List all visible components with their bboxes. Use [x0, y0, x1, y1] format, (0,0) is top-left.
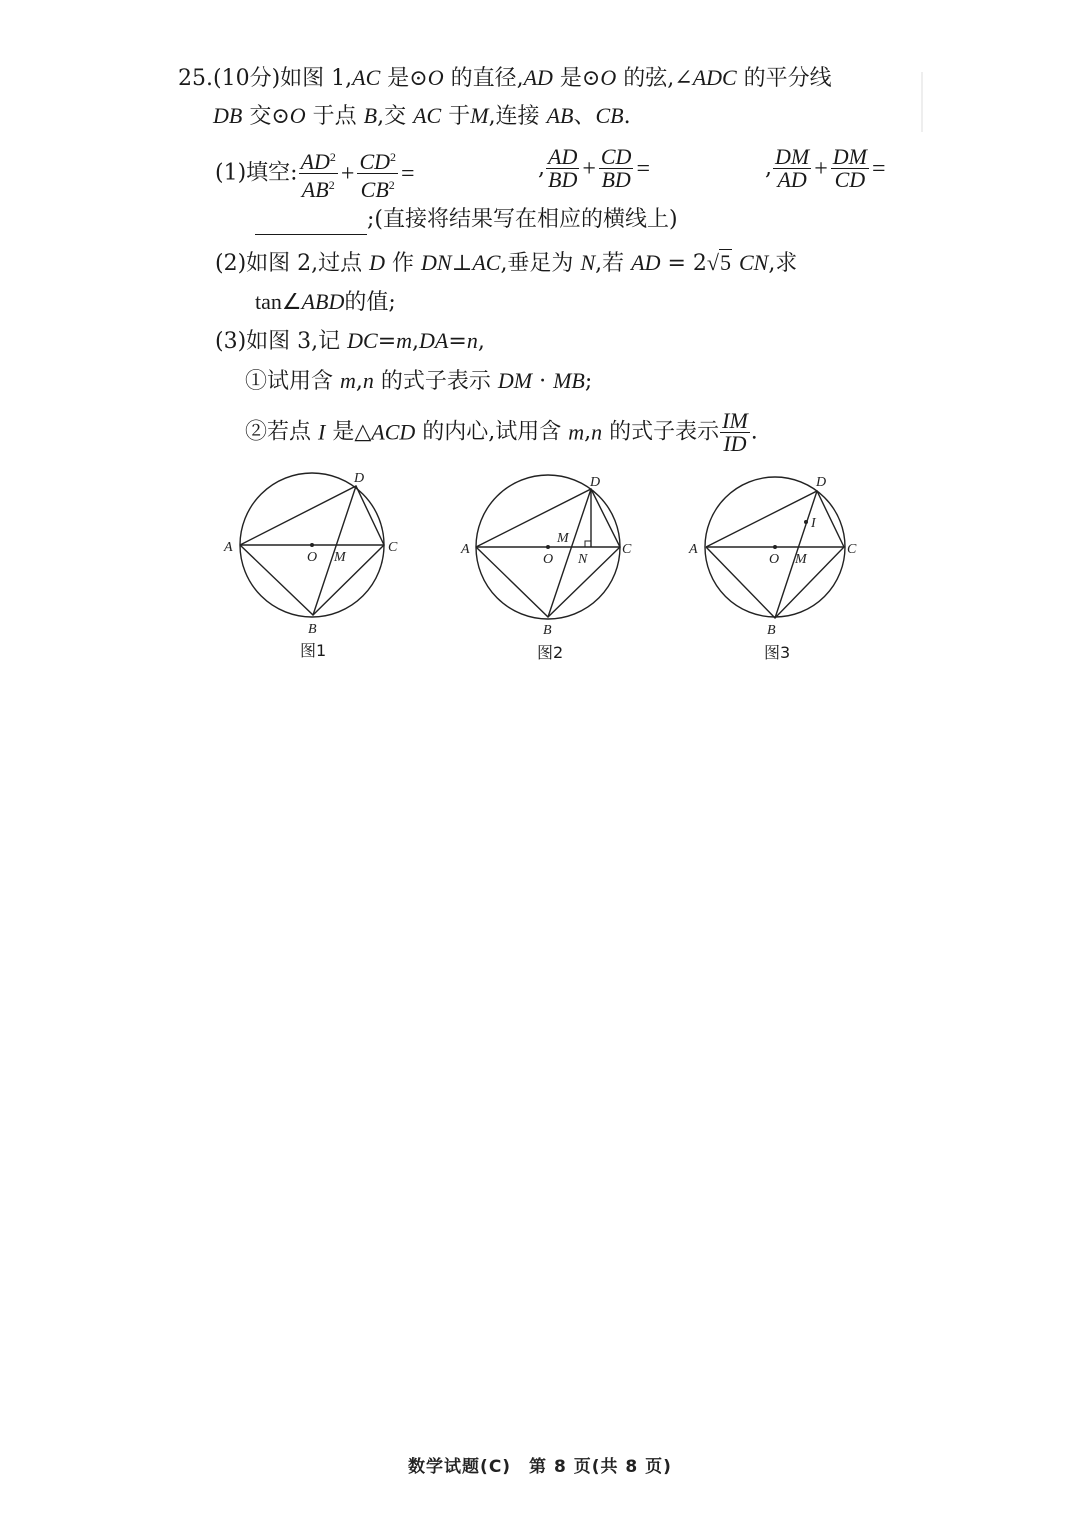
point-label-b: B — [543, 623, 552, 638]
denominator: CB — [360, 177, 389, 202]
math-var: O — [427, 65, 444, 90]
part1-label: (1)填空: — [215, 160, 298, 186]
comma: , — [765, 155, 772, 181]
text: 、 — [573, 104, 596, 129]
point-label-m: M — [795, 552, 807, 567]
perpendicular-symbol: ⊥ — [451, 251, 473, 276]
part3-sub2 — [245, 410, 758, 455]
text: ,若 — [595, 251, 632, 276]
exponent: 2 — [390, 150, 397, 164]
part2-line-2 — [255, 287, 396, 318]
text: ,求 — [768, 251, 798, 276]
math-var: DN — [421, 250, 452, 275]
answer-blank[interactable] — [255, 212, 367, 235]
equals-sign: = — [636, 155, 650, 182]
text: tan∠ — [255, 289, 302, 314]
text: 于 — [441, 104, 471, 129]
fraction-dm-ad — [773, 146, 811, 191]
text: , — [584, 419, 592, 445]
text: 于点 — [305, 104, 364, 129]
text: 是⊙ — [380, 66, 428, 91]
text: 的式子表示 — [373, 369, 498, 394]
text: 的弦,∠ — [616, 66, 693, 91]
text: 交⊙ — [242, 104, 290, 129]
point-label-o: O — [769, 552, 780, 567]
text: . — [623, 104, 631, 129]
denominator: ID — [723, 431, 747, 456]
point-label-a: A — [461, 542, 470, 557]
comma: , — [538, 155, 545, 181]
text: 如图 2,过点 — [246, 251, 370, 276]
math-var: O — [289, 103, 306, 128]
math-var: DA — [419, 328, 449, 353]
denominator: AB — [301, 177, 329, 202]
part1-instruction: ;(直接将结果写在相应的横线上) — [367, 207, 678, 232]
math-var: AD — [523, 65, 553, 90]
point-label-a: A — [689, 542, 698, 557]
exponent: 2 — [388, 178, 395, 192]
text: ,垂足为 — [500, 251, 581, 276]
equals-sign: = — [871, 155, 886, 182]
page-footer: 数学试题(C) 第 8 页(共 8 页) — [408, 1457, 672, 1477]
numerator: AD — [300, 149, 330, 174]
figure-2 — [458, 465, 648, 639]
math-var: n — [591, 419, 603, 445]
point-label-d: D — [590, 475, 601, 490]
math-var: ABD — [301, 289, 345, 314]
text: , — [477, 329, 485, 354]
figure-1-caption: 图1 — [300, 641, 327, 660]
page-edge-mark — [921, 72, 923, 132]
text: · — [532, 369, 554, 394]
question-score: (10分) — [213, 66, 281, 91]
point-label-b: B — [308, 622, 317, 637]
point-label-d: D — [816, 475, 827, 490]
point-label-o: O — [307, 550, 318, 565]
fraction-cd2-cb2 — [357, 146, 398, 201]
figure-3-caption: 图3 — [764, 643, 791, 662]
point-label-m: M — [334, 550, 346, 565]
math-var: M — [470, 103, 489, 128]
part1-line — [215, 146, 417, 201]
text: 的式子表示 — [602, 419, 720, 445]
text: 如图 1, — [280, 66, 353, 91]
figure-1 — [220, 465, 410, 639]
math-var: m — [396, 328, 413, 353]
text: ,交 — [377, 104, 414, 129]
math-var: MB — [553, 368, 585, 393]
text: 如图 3,记 — [246, 329, 348, 354]
exponent: 2 — [329, 150, 336, 164]
math-var: AC — [413, 103, 442, 128]
point-label-c: C — [847, 542, 857, 557]
point-label-n: N — [578, 552, 588, 567]
text: ; — [584, 369, 593, 394]
text: 作 — [385, 251, 422, 276]
math-var: DB — [213, 103, 243, 128]
math-var: AB — [546, 103, 574, 128]
text: = — [448, 329, 467, 354]
math-var: n — [466, 328, 478, 353]
question-intro-line-2 — [213, 101, 631, 132]
numerator: AD — [548, 144, 578, 169]
part1-expr2 — [538, 146, 652, 191]
math-var: CB — [595, 103, 624, 128]
figure-3 — [685, 465, 875, 639]
text: 的值; — [344, 290, 396, 315]
numerator: CD — [359, 149, 391, 174]
text: = 2 — [660, 251, 707, 276]
text: 的直径, — [443, 66, 524, 91]
plus-sign: + — [582, 155, 596, 182]
math-var: AD — [631, 250, 661, 275]
text: = — [377, 329, 397, 354]
math-var: m — [568, 419, 585, 445]
point-label-d: D — [354, 471, 365, 486]
math-var: ACD — [371, 419, 416, 445]
sqrt-symbol: √5 — [706, 250, 731, 275]
figure-1-diagram — [220, 465, 410, 635]
equals-sign: = — [401, 160, 415, 187]
figure-2-diagram — [458, 465, 648, 638]
figure-3-diagram — [685, 465, 875, 638]
denominator: BD — [601, 167, 631, 192]
exponent: 2 — [328, 178, 335, 192]
denominator: AD — [777, 167, 807, 192]
denominator: BD — [548, 167, 578, 192]
question-number: 25. — [178, 66, 213, 91]
math-var: AC — [472, 250, 501, 275]
math-var: D — [369, 250, 386, 275]
radicand: 5 — [719, 250, 731, 275]
numerator: DM — [775, 144, 810, 169]
point-label-a: A — [224, 540, 233, 555]
math-var: n — [362, 368, 374, 393]
part2-line-1 — [215, 248, 797, 279]
math-var: N — [580, 250, 596, 275]
math-var: CN — [738, 250, 769, 275]
math-var: I — [318, 419, 326, 445]
fraction-dm-cd — [831, 146, 869, 191]
fraction-ad2-ab2 — [299, 146, 338, 201]
numerator: DM — [832, 144, 867, 169]
text: ①试用含 — [245, 369, 340, 394]
text: 的平分线 — [736, 66, 832, 91]
part1-expr3 — [765, 146, 888, 191]
numerator: CD — [600, 144, 632, 169]
text: ,连接 — [488, 104, 547, 129]
point-label-c: C — [622, 542, 632, 557]
math-var: ADC — [692, 65, 737, 90]
plus-sign: + — [814, 155, 828, 182]
point-label-m: M — [557, 531, 569, 546]
point-label-i: I — [811, 516, 816, 531]
math-var: m — [340, 368, 356, 393]
denominator: CD — [834, 167, 866, 192]
part2-label: (2) — [215, 251, 247, 276]
text: , — [355, 369, 363, 394]
part3-sub1 — [245, 366, 592, 397]
text: ②若点 — [245, 419, 318, 445]
math-var: B — [363, 103, 378, 128]
fraction-ad-bd — [546, 146, 579, 191]
point-label-c: C — [388, 540, 398, 555]
text: 是△ — [325, 419, 372, 445]
point-label-b: B — [767, 623, 776, 638]
part3-label: (3) — [215, 329, 247, 354]
fraction-cd-bd — [599, 146, 634, 191]
text: 是⊙ — [552, 66, 601, 91]
part3-line-1 — [215, 326, 485, 357]
math-var: O — [600, 65, 617, 90]
fraction-im-id — [720, 410, 750, 455]
math-var: AC — [352, 65, 381, 90]
text: 的内心,试用含 — [415, 419, 569, 445]
math-var: DC — [347, 328, 378, 353]
text: , — [412, 329, 420, 354]
figure-2-caption: 图2 — [537, 643, 564, 662]
text: . — [750, 419, 758, 445]
numerator: IM — [722, 408, 748, 433]
math-var: DM — [497, 368, 533, 393]
plus-sign: + — [340, 160, 355, 187]
part1-line-2 — [255, 205, 678, 235]
question-intro-line-1 — [178, 63, 832, 94]
point-label-o: O — [543, 552, 554, 567]
